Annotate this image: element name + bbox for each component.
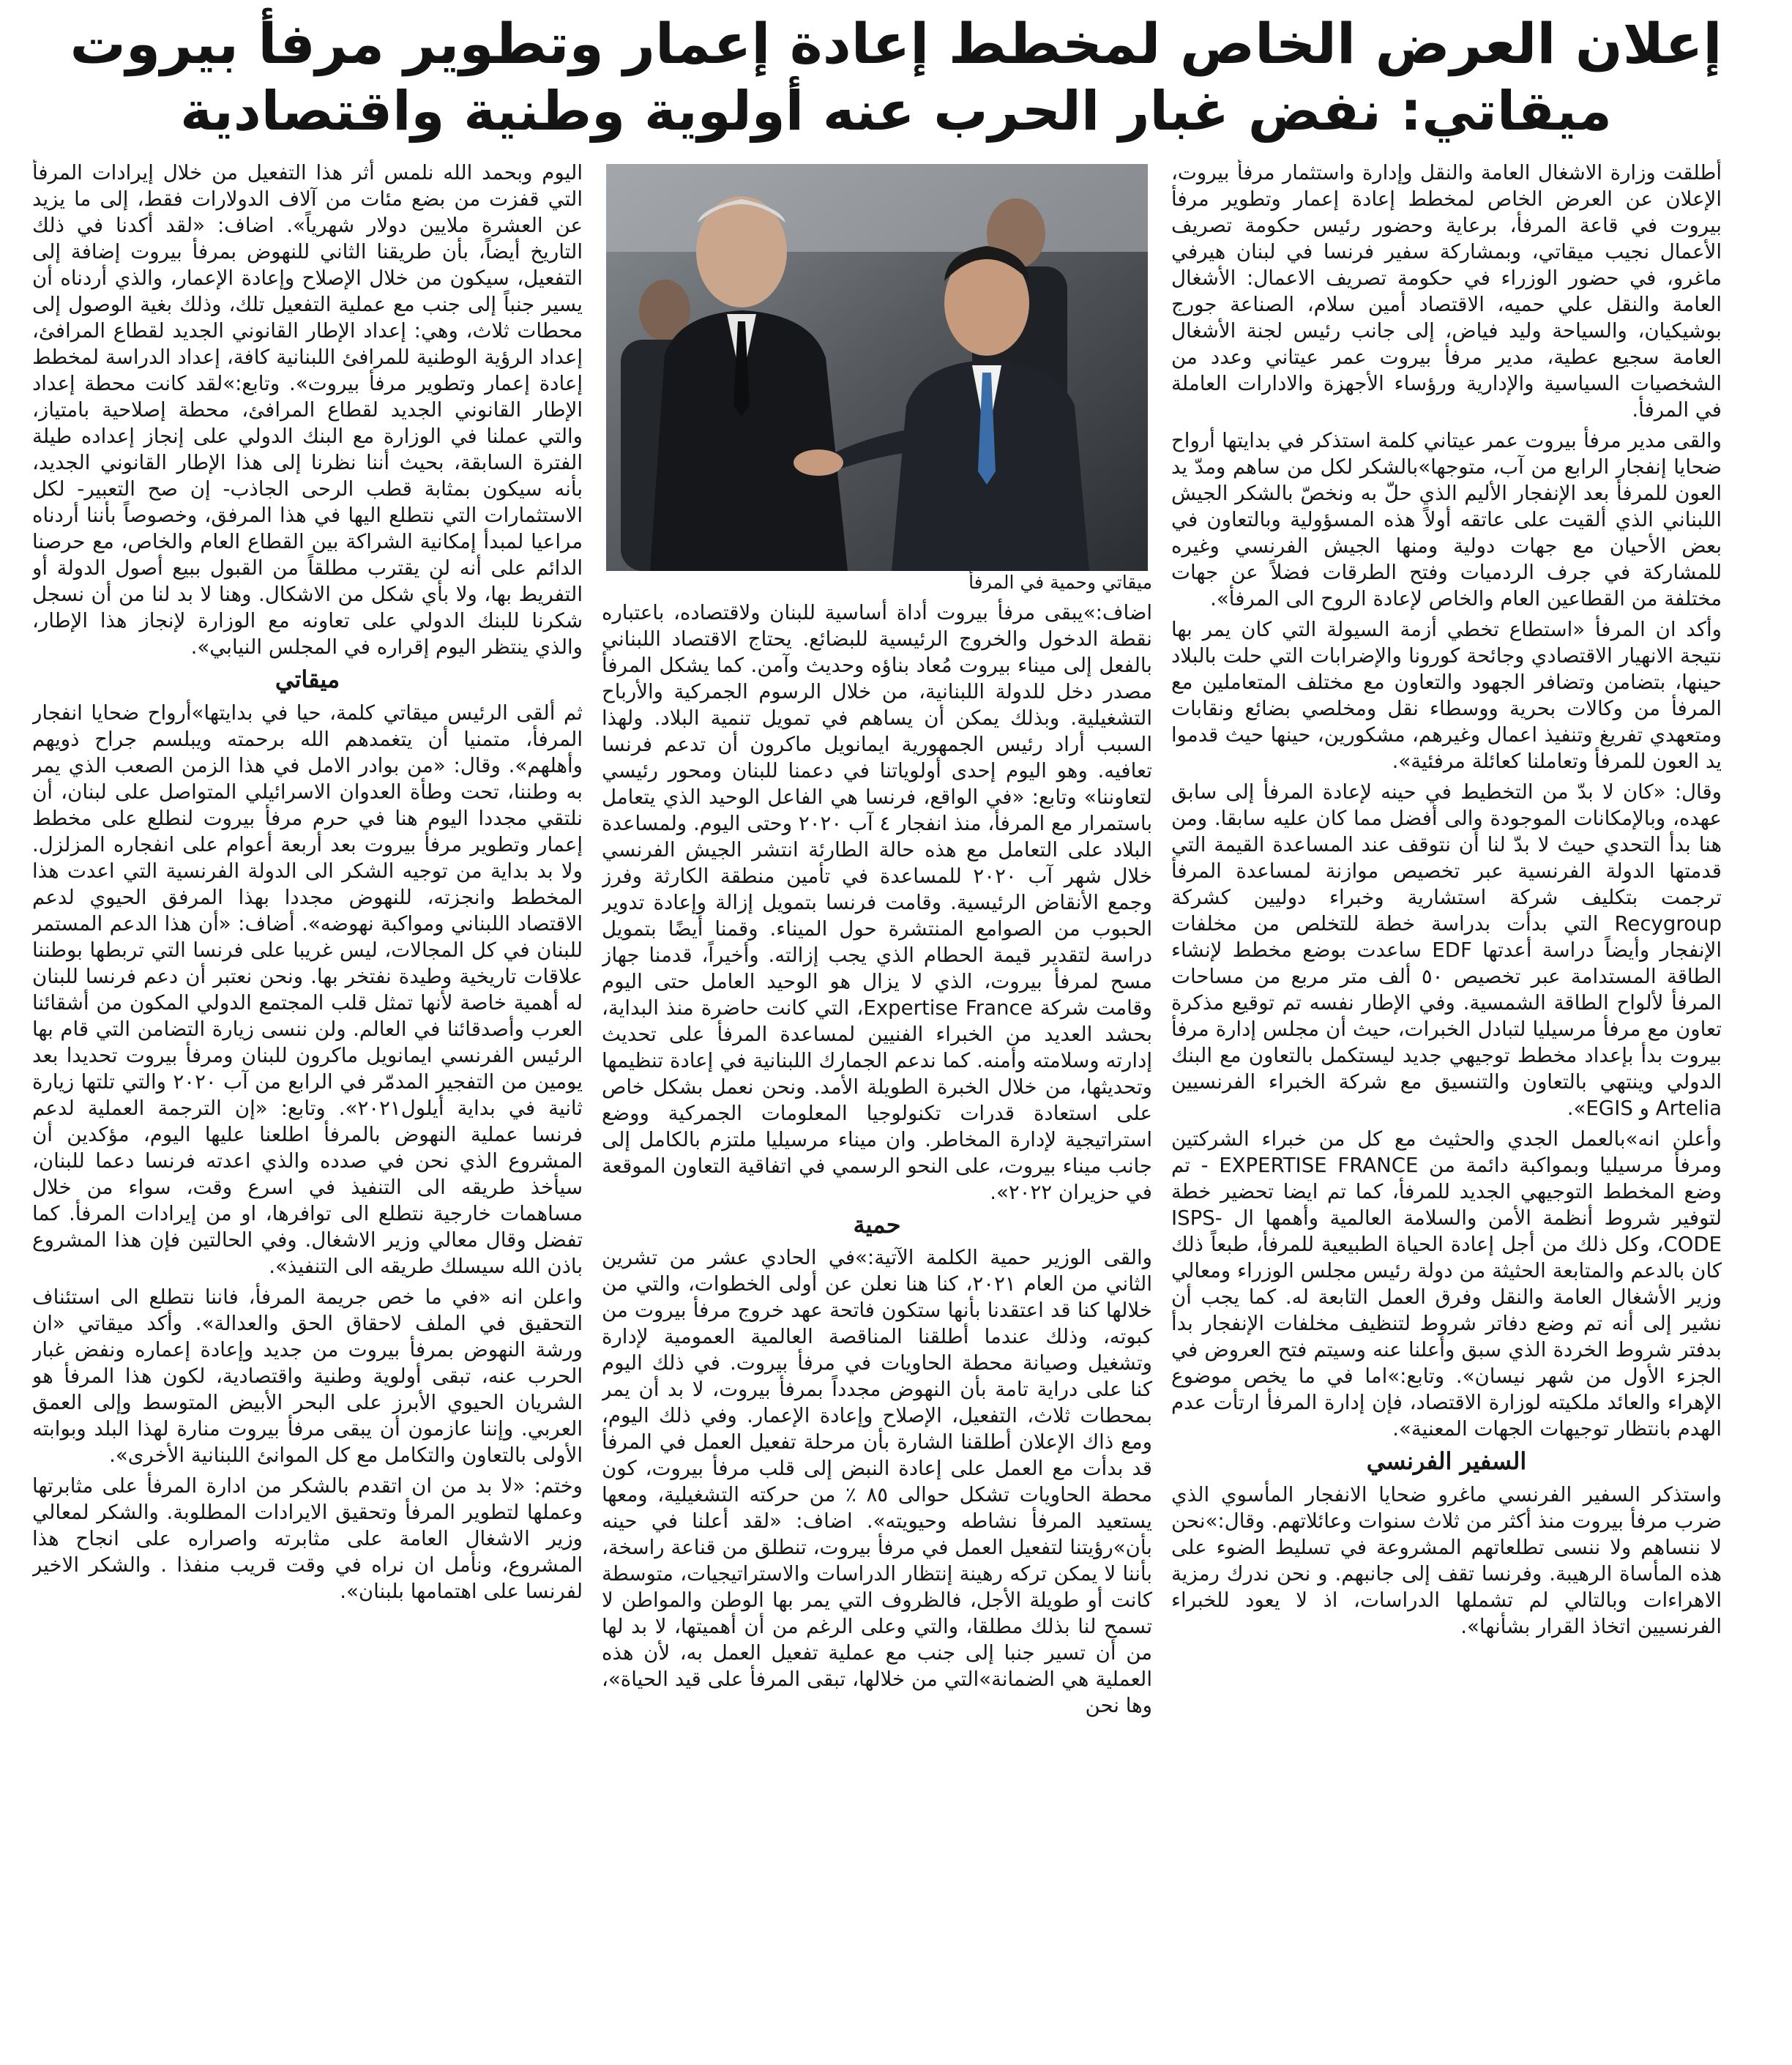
- subhead-hamieh: حمية: [853, 1210, 901, 1239]
- article-columns: [32, 160, 1722, 2040]
- paragraph: واستذكر السفير الفرنسي ماغرو ضحايا الانفجار المأسوي الذي ضرب مرفأ بيروت منذ أكثر من ثلاث سنوات وعائلاتهم. وقال:»نحن لا ننساهم ولا ننسى تطلعاتهم المشروعة في تسليط الضوء على هذه المأساة الرهيبة. وفرنسا تقف إلى جانبهم. و نحن ندرك رمزية الاهراءات وبالتالي لم تشملها الدراسات، اذ لا يعود للخبراء الفرنسيين اتخاذ القرار بشأنها».: [1171, 1482, 1722, 1638]
- column-right: [1171, 160, 1722, 2040]
- headline: [51, 10, 1741, 144]
- column-middle: [602, 160, 1152, 2040]
- paragraph: وختم: «لا بد من ان اتقدم بالشكر من ادارة المرفأ على مثابرتها وعملها لتطوير المرفأ وتحقيق الايرادات المطلوبة. والشكر لمعالي وزير الاشغال العامة على مثابرته واصراره على انجاح هذا المشروع، ونأمل ان نراه في وقت قريب منفذا . والشكر الاخير لفرنسا على اهتمامها بلبنان».: [32, 1473, 583, 1603]
- paragraph: وأكد ان المرفأ «استطاع تخطي أزمة السيولة التي كان يمر بها نتيجة الانهيار الاقتصادي وجائحة كورونا والإضرابات التي حلت بالبلاد حينها، بتضامن وتضافر الجهود والتعاون مع مختلف المتعاملين مع المرفأ من وكالات بحرية ووسطاء نقل ومخلصي بضائع ونقابات ومتعهدي تفريغ وتنفيذ اعمال وغيرهم، مشكورين، حينها حيث قدموا يد العون للمرفأ وتعاملنا كعائلة مرفئية».: [1171, 617, 1722, 773]
- paragraph: اضاف:»يبقى مرفأ بيروت أداة أساسية للبنان ولاقتصاده، باعتباره نقطة الدخول والخروج الرئيسية للبضائع. يحتاج الاقتصاد اللبناني بالفعل إلى ميناء بيروت مُعاد بناؤه وحديث وآمن. كما يشكل المرفأ مصدر دخل للدولة اللبنانية، من خلال الرسوم الجمركية والأرباح التشغيلية. وبذلك يمكن أن يساهم في تمويل تنمية البلاد. ولهذا السبب أراد رئيس الجمهورية ايمانويل ماكرون أن تدعم فرنسا تعافيه. وهو اليوم إحدى أولوياتنا في دعمنا للبنان ومحور رئيسي لتعاوننا» وتابع: «في الواقع، فرنسا هي الفاعل الوحيد الذي يتعامل باستمرار مع المرفأ، منذ انفجار ٤ آب ٢٠٢٠ وحتى اليوم. ولمساعدة البلاد على التعامل مع هذه حالة الطارئة انتشر الجيش الفرنسي خلال شهر آب ٢٠٢٠ للمساعدة في تأمين منطقة الكارثة وفرز وجمع الأنقاض الرئيسية. وقامت فرنسا بتمويل إزالة وإعادة تدوير الحبوب من الصوامع المنتشرة حول الميناء. وقمنا أيضًا بتمويل دراسة لتقدير قيمة الحطام الذي يجب إزالته. وأخيراً، قدمنا جهاز مسح لمرفأ بيروت، الذي لا يزال هو الوحيد العامل حتى اليوم وقامت شركة Expertise France، التي كانت حاضرة منذ البداية، بحشد العديد من الخبراء الفنيين لمساعدة المرفأ على تحديث إدارته وسلامته وأمنه. كما ندعم الجمارك اللبنانية في إعادة تنظيمها وتحديثها، من خلال الخبرة الطويلة الأمد. ونحن نعمل بشكل خاص على استعادة قدرات تكنولوجيا المعلومات الجمركية ووضع استراتيجية لإدارة المخاطر. وان ميناء مرسيليا ملتزم بالكامل إلى جانب ميناء بيروت، على النحو الرسمي في اتفاقية التعاون الموقعة في حزيران ٢٠٢٢».: [602, 600, 1152, 1204]
- paragraph: والقى الوزير حمية الكلمة الآتية:»في الحادي عشر من تشرين الثاني من العام ٢٠٢١، كنا هنا نعلن عن أولى الخطوات، والتي من خلالها كنا قد اعتقدنا بأنها ستكون فاتحة عهد خروج مرفأ بيروت من كبوته، وذلك عندما أطلقنا المناقصة العالمية العمومية لإدارة وتشغيل وصيانة محطة الحاويات في مرفأ بيروت. في ذلك اليوم كنا على دراية تامة بأن النهوض مجدداً بمرفأ بيروت، لا بد أن يمر بمحطات ثلاث، التفعيل، الإصلاح وإعادة الإعمار. وفي ذلك اليوم، ومع ذاك الإعلان أطلقنا الشارة بأن مرحلة تفعيل العمل في المرفأ قد بدأت مع العمل على إعادة النبض إلى قلب مرفأ بيروت، كون محطة الحاويات تشكل حوالى ٨٥ ٪ من حركته التشغيلية، ومعها يستعيد المرفأ نشاطه وحيويته». اضاف: «لقد أعلنا في حينه بأن»رؤيتنا لتفعيل العمل في مرفأ بيروت، تنطلق من قناعة راسخة، بأننا لا يمكن تركه رهينة إنتظار الدراسات والاستراتيجيات، متوسطة كانت أو طويلة الأجل، فالظروف التي يمر بها الوطن والمواطن لا تسمح لنا بذلك مطلقا، والتي وعلى الرغم من أن أهميتها، لا بد لها من أن تسير جنبا إلى جنب مع عملية تفعيل العمل به، لأن هذه العملية هي الضمانة»التي من خلالها، تبقى المرفأ على قيد الحياة»، وها نحن: [602, 1245, 1152, 1718]
- column-left: [32, 160, 583, 2040]
- paragraph: وقال: «كان لا بدّ من التخطيط في حينه لإعادة المرفأ إلى سابق عهده، وبالإمكانات الموجودة والى أفضل مما كان عليه سابقا. ومن هنا بدأ التحدي حيث لا بدّ لنا أن نتوقف عند المساعدة القيمة التي قدمتها الدولة الفرنسية عبر تخصيص موازنة لمساعدة المرفأ ترجمت بتكليف شركة استشارية وخبراء دوليين كشركة Recygroup التي بدأت بدراسة خطة للتخلص من مخلفات الإنفجار وأيضاً دراسة أعدتها EDF ساعدت بوضع مخطط لإنشاء الطاقة المستدامة عبر تخصيص ٥٠ ألف متر مربع من مساحات المرفأ لألواح الطاقة الشمسية. وفي الإطار نفسه تم توقيع مذكرة تعاون مع مرفأ مرسيليا لتبادل الخبرات، حيث أن مجلس إدارة مرفأ بيروت بدأ بإعداد مخطط توجيهي جديد ليستكمل بالتعاون مع البنك الدولي وينتهي بالتعاون والتنسيق مع شركة الخبراء الفرنسيين Artelia و EGIS».: [1171, 780, 1722, 1120]
- headline-line-1: إعلان العرض الخاص لمخطط إعادة إعمار وتطوير مرفأ بيروت: [70, 11, 1722, 76]
- subhead-mikati: ميقاتي: [275, 665, 340, 693]
- paragraph: اليوم وبحمد الله نلمس أثر هذا التفعيل من خلال إيرادات المرفأ التي قفزت من بضع مئات من آلاف الدولارات فقط، إلى ما يزيد عن العشرة ملايين دولار شهرياً». اضاف: «لقد أكدنا في ذلك التاريخ أيضاً، بأن طريقنا الثاني للنهوض بمرفأ بيروت إضافة إلى التفعيل، سيكون من خلال الإصلاح وإعادة الإعمار، والذي أردناه أن يسير جنباً إلى جنب مع عملية التفعيل تلك، وذلك بغية الوصول إلى محطات ثلاث، وهي: إعداد الإطار القانوني الجديد لقطاع المرافئ، إعداد الرؤية الوطنية للمرافئ اللبنانية كافة، إعداد الدراسة لمخطط إعادة إعمار وتطوير مرفأ بيروت». وتابع:»لقد كانت محطة إعداد الإطار القانوني الجديد لقطاع المرافئ، محطة إصلاحية بامتياز، والتي عملنا في الوزارة مع البنك الدولي على إنجاز إعداده طيلة الفترة السابقة، بحيث أننا نظرنا إلى هذا الإطار القانوني الجديد، بأنه سيكون بمثابة قطب الرحى الجاذب- إن صح التعبير- لكل الاستثمارات التي نتطلع اليها في هذا المرفق، وخصوصاً بأننا أردناه مراعيا لمبدأ إمكانية الشراكة بين القطاع العام والخاص، مع حرصنا الدائم على أنه لن يقترب مطلقاً من القبول ببيع أصول الدولة أو التفريط بها، ولا بأي شكل من الاشكال. وهنا لا بد لنا من أن نسجل شكرنا للبنك الدولي على تعاونه مع الوزارة لإنجاز هذا الإطار، والذي ينتظر اليوم إقراره في المجلس النيابي».: [32, 160, 583, 659]
- paragraph: ثم ألقى الرئيس ميقاتي كلمة، حيا في بدايتها»أرواح ضحايا انفجار المرفأ، متمنيا أن يتغمدهم الله برحمته ويبلسم جراح ذويهم وأهلهم». وقال: «من بوادر الامل في هذا الزمن الصعب الذي يمر به وطننا، تحت وطأة العدوان الاسرائيلي المتواصل على لبنان، أن نلتقي مجددا اليوم هنا في حرم مرفأ بيروت لنطلع على مخطط إعمار وتطوير مرفأ بيروت بعد أربعة أعوام على انفجاره المزلزل. ولا بد بداية من توجيه الشكر الى الدولة الفرنسية التي اعدت هذا المخطط وانجزته، للنهوض مجددا بهذا المرفق الحيوي لدعم الاقتصاد اللبناني ومواكبة نهوضه». أضاف: «أن هذا الدعم المستمر للبنان في كل المجالات، ليس غريبا على فرنسا التي تربطها بوطننا علاقات تاريخية وطيدة نفتخر بها. ونحن نعتبر أن دعم فرنسا للبنان له أهمية خاصة لأنها تمثل قلب المجتمع الدولي المكون من أشقائنا العرب وأصدقائنا في العالم. ولن ننسى زيارة التضامن التي قام بها الرئيس الفرنسي ايمانويل ماكرون للبنان ومرفأ بيروت تحديدا بعد يومين من التفجير المدمّر في الرابع من آب ٢٠٢٠ والتي تلتها زيارة ثانية في بداية أيلول٢٠٢١». وتابع: «إن الترجمة العملية لدعم فرنسا عملية النهوض بالمرفأ اطلعنا عليها اليوم، مؤكدين أن المشروع الذي نحن في صدده والذي اعدته فرنسا دعما للبنان، سيأخذ طريقه الى التنفيذ في اسرع وقت، سواء من خلال مساهمات خارجية نتطلع الى توافرها، او من إيرادات المرفأ. كما تفضل وقال معالي وزير الاشغال. وفي الحالتين فإن هذا المشروع باذن الله سيسلك طريقه الى التنفيذ».: [32, 700, 583, 1278]
- paragraph: واعلن انه «في ما خص جريمة المرفأ، فاننا نتطلع الى استئناف التحقيق في الملف لاحقاق الحق والعدالة». وأكد ميقاتي «ان ورشة النهوض بمرفأ بيروت من جديد وإعادة إعماره ونفض غبار الحرب عنه، تبقى أولوية وطنية واقتصادية، لكون هذا المرفأ هو الشريان الحيوي الأبرز على البحر الأبيض المتوسط وإلى العمق العربي. وإننا عازمون أن يبقى مرفأ بيروت منارة لهذا البلد وبوابته الأولى بالتعاون والتكامل مع كل الموانئ اللبنانية الأخرى».: [32, 1284, 583, 1467]
- photo-caption: ميقاتي وحمية في المرفأ: [968, 572, 1152, 593]
- paragraph: أطلقت وزارة الاشغال العامة والنقل وإدارة واستثمار مرفأ بيروت، الإعلان عن العرض الخاص لمخطط إعادة إعمار وتطوير مرفأ بيروت في قاعة المرفأ، برعاية وحضور رئيس حكومة تصريف الأعمال نجيب ميقاتي، وبمشاركة سفير فرنسا في لبنان هيرفي ماغرو، في حضور الوزراء في حكومة تصريف الاعمال: الأشغال العامة والنقل علي حميه، الاقتصاد أمين سلام، الصناعة جورج بوشيكيان، والسياحة وليد فياض، إلى جانب رئيس لجنة الأشغال العامة سجيع عطية، مدير مرفأ بيروت عمر عيتاني وعدد من الشخصيات السياسية والإدارية ورؤساء الأجهزة والادارات العاملة في المرفأ.: [1171, 160, 1722, 422]
- article-photo: [606, 164, 1148, 571]
- paragraph: وأعلن انه»بالعمل الجدي والحثيث مع كل من خبراء الشركتين ومرفأ مرسيليا وبمواكبة دائمة من EXPERTISE FRANCE - تم وضع المخطط التوجيهي الجديد للمرفأ، كما تم ايضا تحضير خطة لتوفير شروط أنظمة الأمن والسلامة العالمية وأهمها ال ISPS-CODE، وكل ذلك من أجل إعادة الحياة الطبيعية للمرفأ، طبعاً ذلك كان بالدعم والمتابعة الحثيثة من دولة رئيس مجلس الوزراء ومعالي وزير الأشغال العامة والنقل وفرق العمل التابعة له. كما يجب أن نشير إلى أنه تم وضع دفاتر شروط لتنظيف مخلفات الإنفجار بدأ بدفتر شروط الخردة الذي سبق وأعلنا عنه وسيتم فتح العروض في الجزء الأول من شهر نيسان». وتابع:»اما في ما يخص موضوع الإهراء والعائد ملكيته لوزارة الاقتصاد، فإن إدارة المرفأ ارتأت عدم الهدم بانتظار توجيهات الجهات المعنية».: [1171, 1127, 1722, 1441]
- headline-line-2: ميقاتي: نفض غبار الحرب عنه أولوية وطنية واقتصادية: [180, 79, 1612, 143]
- subhead-ambassador: السفير الفرنسي: [1366, 1447, 1527, 1475]
- paragraph: والقى مدير مرفأ بيروت عمر عيتاني كلمة استذكر في بدايتها أرواح ضحايا إنفجار الرابع من آب، متوجها»بالشكر لكل من ساهم ومدّ يد العون للمرفأ بعد الإنفجار الأليم الذي حلّ به ونخصّ بالشكر الجيش اللبناني الذي ألقيت على عاتقه أولاً هذه المسؤولية وبالتعاون في بعض الأحيان مع جهات دولية ومنها الجيش الفرنسي وغيره للمشاركة في جرف الردميات وفتح الطرقات فضلاً عن جهات مختلفة من القطاعين العام والخاص لإعادة الروح الى المرفأ».: [1171, 428, 1722, 610]
